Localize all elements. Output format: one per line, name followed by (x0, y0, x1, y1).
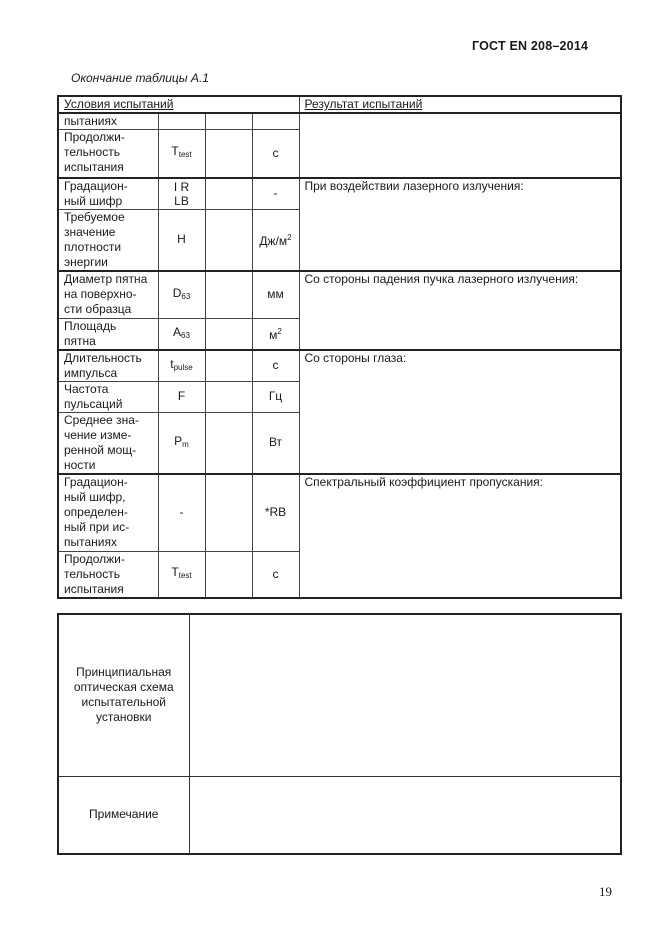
scheme-table (57, 613, 622, 855)
table-row (58, 474, 621, 551)
test-conditions-table (57, 95, 622, 599)
condition-label: Продолжи- тельность испытания (58, 130, 158, 178)
note-row (58, 776, 621, 854)
unit-cell (252, 113, 299, 130)
header-conditions-cell: Условия испытаний (58, 96, 299, 113)
symbol-cell: $D_{63}$ (158, 271, 205, 318)
condition-label: пытаниях (58, 113, 158, 130)
value-cell (205, 113, 252, 130)
unit-cell: с (252, 350, 299, 382)
table-row (58, 113, 621, 130)
unit-cell: с (252, 130, 299, 178)
symbol-cell: F (158, 381, 205, 412)
symbol-cell: $T_{test}$ (158, 551, 205, 598)
value-cell (205, 209, 252, 271)
table-header-row (58, 96, 621, 113)
header-result-cell: Результат испытаний (299, 96, 621, 113)
symbol-cell: $T_{test}$ (158, 130, 205, 178)
condition-label: Продолжи- тельность испытания (58, 551, 158, 598)
result-cell: Спектральный коэффициент пропускания: (299, 474, 621, 598)
symbol-cell: $t_{pulse}$ (158, 350, 205, 382)
result-cell: Со стороны падения пучка лазерного излучения: (299, 271, 621, 350)
note-cell (189, 776, 621, 854)
result-cell: Со стороны глаза: (299, 350, 621, 475)
result-cell: При воздействии лазерного излучения: (299, 178, 621, 272)
value-cell (205, 130, 252, 178)
table-caption: Окончание таблицы А.1 (71, 71, 209, 85)
scheme-label: Принципиальная оптическая схема испытательной установки (58, 614, 189, 776)
symbol-cell: H (158, 209, 205, 271)
condition-label: Площадь пятна (58, 318, 158, 350)
table-row (58, 350, 621, 382)
table-row (58, 271, 621, 318)
condition-label: Диаметр пятна на поверхно- сти образца (58, 271, 158, 318)
value-cell (205, 318, 252, 350)
value-cell (205, 412, 252, 474)
condition-label: Градацион- ный шифр, определен- ный при ис- пытаниях (58, 474, 158, 551)
value-cell (205, 381, 252, 412)
unit-cell: - (252, 178, 299, 210)
note-label: Примечание (58, 776, 189, 854)
page-number: 19 (599, 884, 612, 899)
unit-cell: $м^2$ (252, 318, 299, 350)
symbol-cell: I R LB (158, 178, 205, 210)
symbol-cell (158, 113, 205, 130)
unit-cell: с (252, 551, 299, 598)
unit-cell: Вт (252, 412, 299, 474)
symbol-cell: $P_m$ (158, 412, 205, 474)
unit-cell: $Дж/м^2$ (252, 209, 299, 271)
value-cell (205, 178, 252, 210)
scheme-row (58, 614, 621, 776)
condition-label: Частота пульсаций (58, 381, 158, 412)
scheme-cell (189, 614, 621, 776)
result-cell (299, 113, 621, 178)
symbol-cell: $A_{63}$ (158, 318, 205, 350)
condition-label: Требуемое значение плотности энергии (58, 209, 158, 271)
value-cell (205, 350, 252, 382)
condition-label: Градацион- ный шифр (58, 178, 158, 210)
standard-code: ГОСТ EN 208–2014 (472, 39, 589, 53)
condition-label: Среднее зна- чение изме- ренной мощ- ности (58, 412, 158, 474)
unit-cell: *RB (252, 474, 299, 551)
condition-label: Длительность импульса (58, 350, 158, 382)
table-row (58, 178, 621, 210)
unit-cell: мм (252, 271, 299, 318)
value-cell (205, 551, 252, 598)
unit-cell: Гц (252, 381, 299, 412)
symbol-cell: - (158, 474, 205, 551)
value-cell (205, 474, 252, 551)
value-cell (205, 271, 252, 318)
